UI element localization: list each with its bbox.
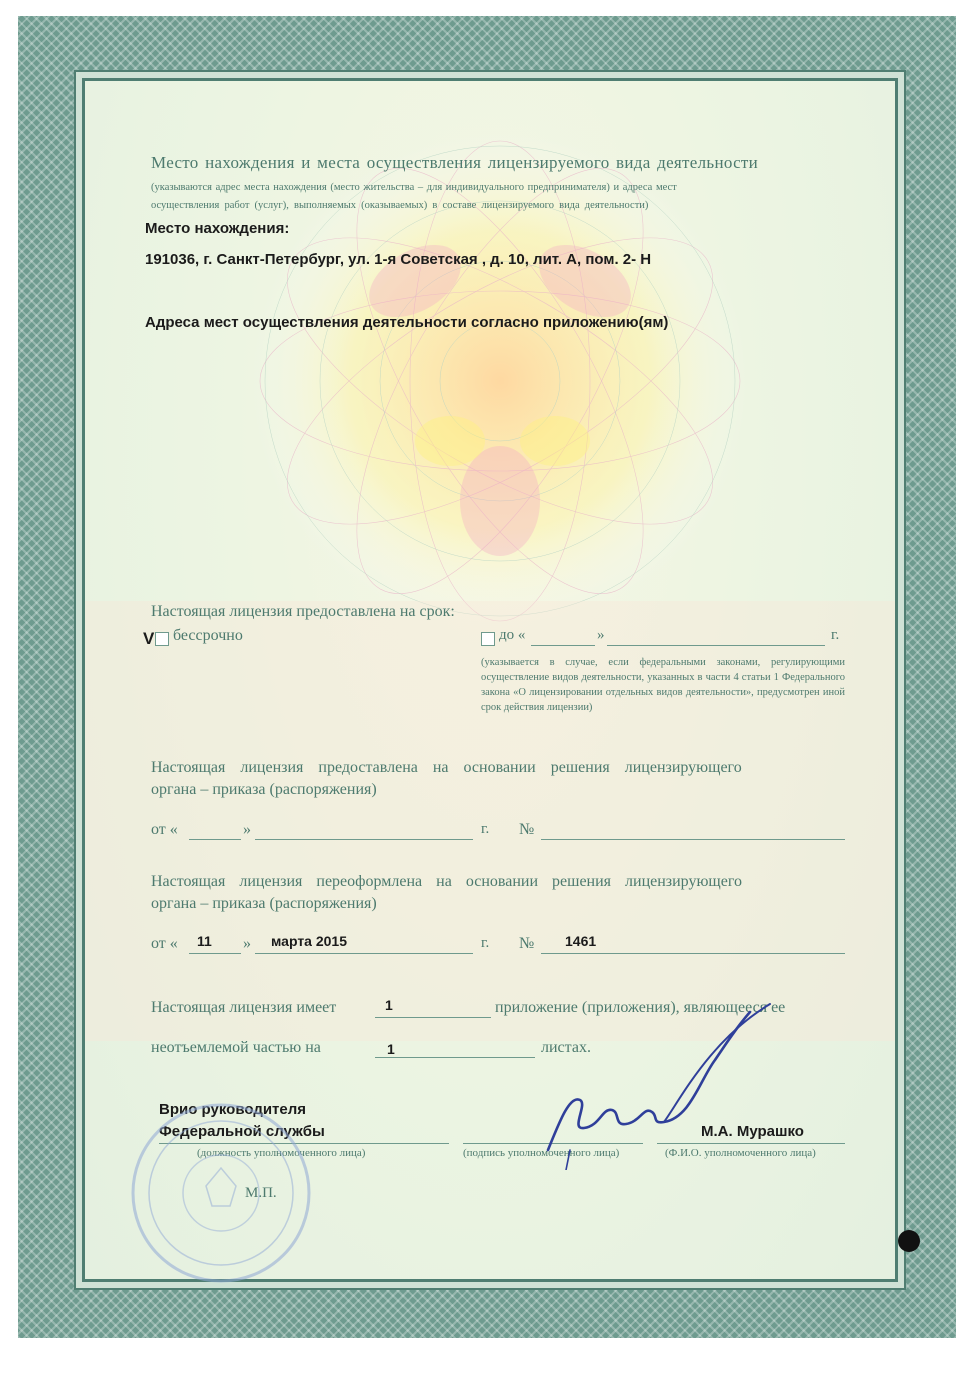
- indefinite-checkbox[interactable]: [155, 632, 169, 646]
- handwritten-signature: [540, 1000, 800, 1170]
- appendices-line2-prefix: неотъемлемой частью на: [151, 1039, 321, 1056]
- corner-dot: [898, 1230, 920, 1252]
- reissue-close-quote: »: [243, 935, 251, 952]
- basis-line-1: Настоящая лицензия предоставлена на основании решения лицензирующего: [151, 759, 742, 776]
- reissue-date-line: [255, 953, 473, 954]
- reissue-number-line: [541, 953, 845, 954]
- signatory-name: М.А. Мурашко: [701, 1123, 804, 1140]
- term-until-suffix: г.: [831, 627, 840, 643]
- reissue-year-mark: г.: [481, 935, 490, 951]
- seal-mark: М.П.: [245, 1185, 277, 1201]
- caption-position: (должность уполномоченного лица): [197, 1147, 366, 1159]
- term-title: Настоящая лицензия предоставлена на срок:: [151, 603, 455, 620]
- reissue-number-mark: №: [519, 935, 535, 952]
- term-until-prefix: до «: [499, 627, 526, 643]
- term-indefinite: бессрочно: [173, 627, 243, 644]
- appendices-sheets-line: [375, 1057, 535, 1058]
- basis-number-line: [541, 839, 845, 840]
- location-title: Место нахождения и места осуществления лицензируемого вида деятельности: [151, 153, 759, 172]
- basis-number-mark: №: [519, 821, 535, 838]
- term-check-mark: V: [143, 629, 155, 648]
- appendices-line2-suffix: листах.: [541, 1039, 591, 1056]
- reissue-month-year: марта 2015: [271, 933, 348, 949]
- appendix-note: Адреса мест осуществления деятельности согласно приложению(ям): [145, 314, 669, 331]
- appendices-count: 1: [385, 997, 393, 1013]
- reissue-line-2: органа – приказа (распоряжения): [151, 895, 377, 912]
- basis-date-line: [255, 839, 473, 840]
- until-checkbox[interactable]: [481, 632, 495, 646]
- term-note: (указывается в случае, если федеральными законами, регулирующими осуществление видов деятельности, указанных в части 4 статьи 1 Федерального закона «О лицензировании отдельных видов деятельности», предусмотрен иной срок действия лицензии): [481, 657, 845, 713]
- basis-from: от «: [151, 821, 178, 838]
- appendices-line1-prefix: Настоящая лицензия имеет: [151, 999, 337, 1016]
- appendices-line1-suffix: приложение (приложения), являющееся ее: [495, 999, 786, 1016]
- license-sheet: [18, 16, 956, 1338]
- term-until-mid: »: [597, 627, 605, 643]
- reissue-day-line: [189, 953, 241, 954]
- basis-line-2: органа – приказа (распоряжения): [151, 781, 377, 798]
- official-seal: [126, 1098, 316, 1288]
- location-address: 191036, г. Санкт-Петербург, ул. 1-я Советская , д. 10, лит. А, пом. 2- Н: [145, 251, 652, 268]
- signatory-position-2: Федеральной службы: [159, 1123, 325, 1140]
- reissue-line-1: Настоящая лицензия переоформлена на основании решения лицензирующего: [151, 873, 743, 890]
- basis-year-mark: г.: [481, 821, 490, 837]
- location-subtitle-1: (указываются адрес места нахождения (место жительства – для индивидуального предпринимателя) и адреса мест: [151, 182, 677, 193]
- signatory-position-1: Врио руководителя: [159, 1101, 307, 1118]
- basis-day-line: [189, 839, 241, 840]
- reissue-from: от «: [151, 935, 178, 952]
- reissue-day: 11: [197, 933, 212, 949]
- caption-signature: (подпись уполномоченного лица): [463, 1147, 620, 1159]
- basis-close-quote: »: [243, 821, 251, 838]
- location-label: Место нахождения:: [145, 220, 290, 237]
- until-day-line: [531, 645, 595, 646]
- until-date-line: [607, 645, 825, 646]
- caption-name: (Ф.И.О. уполномоченного лица): [665, 1147, 816, 1159]
- appendices-count-line: [375, 1017, 491, 1018]
- reissue-number: 1461: [565, 933, 597, 949]
- location-subtitle-2: осуществления работ (услуг), выполняемых (оказываемых) в составе лицензируемого вида деятельности): [151, 200, 649, 211]
- appendices-sheets: 1: [387, 1041, 395, 1057]
